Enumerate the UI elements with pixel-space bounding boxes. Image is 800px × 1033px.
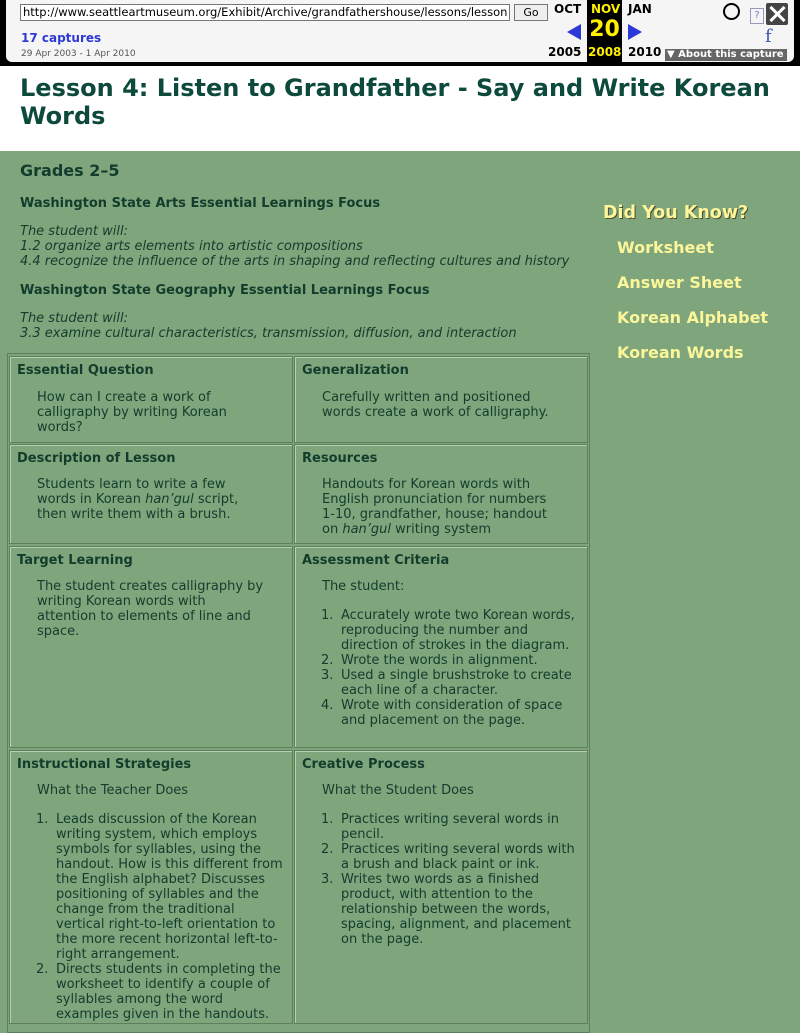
- wayback-toolbar: [0, 0, 800, 66]
- list-line: vertical right-to-left orientation to: [56, 917, 276, 932]
- text-run: words in Korean: [37, 492, 146, 507]
- list-line: writing system, which employs: [56, 827, 258, 842]
- cell-text-line: English pronunciation for numbers: [322, 492, 547, 507]
- geo-focus-line: 3.3 examine cultural characteristics, transmission, diffusion, and interaction: [20, 326, 517, 341]
- page-title: Lesson 4: Listen to Grandfather - Say and Write Korean Words: [20, 74, 770, 130]
- cell-text-line: words?: [37, 420, 83, 435]
- list-line: the English alphabet? Discusses: [56, 872, 266, 887]
- list-line: relationship between the words,: [341, 902, 551, 917]
- list-line: examples given in the handouts.: [56, 1007, 270, 1022]
- instructional-strategies-cell: [9, 750, 293, 1024]
- list-line: direction of strokes in the diagram.: [341, 638, 570, 653]
- cell-text-line: writing Korean words with: [37, 594, 206, 609]
- grades-heading: Grades 2–5: [20, 161, 120, 180]
- wayback-loading-icon: [723, 3, 740, 20]
- list-number: 1.: [321, 608, 334, 623]
- sidebar-link-korean-alphabet[interactable]: Korean Alphabet: [617, 308, 769, 327]
- wayback-go-button[interactable]: Go: [514, 4, 548, 21]
- geo-focus-heading: Washington State Geography Essential Learnings Focus: [20, 283, 430, 298]
- list-line: the more recent horizontal left-to-: [56, 932, 278, 947]
- list-line: Directs students in completing the: [56, 962, 281, 977]
- list-line: reproducing the number and: [341, 623, 528, 638]
- cell-title: Description of Lesson: [17, 451, 176, 466]
- cell-text-line: [322, 522, 491, 537]
- creative-process-cell: [294, 750, 588, 1024]
- cell-text-line: How can I create a work of: [37, 390, 211, 405]
- cell-text-line: Handouts for Korean words with: [322, 477, 531, 492]
- list-line: a brush and black paint or ink.: [341, 857, 540, 872]
- cell-text-line: 1-10, grandfather, house; handout: [322, 507, 548, 522]
- list-number: 3.: [321, 668, 334, 683]
- list-line: Leads discussion of the Korean: [56, 812, 257, 827]
- target-learning-cell: [9, 546, 293, 748]
- text-run: writing system: [391, 522, 492, 537]
- list-line: handout. How is this different from: [56, 857, 283, 872]
- list-line: Practices writing several words with: [341, 842, 575, 857]
- cell-title: Target Learning: [17, 553, 133, 568]
- wayback-year-next[interactable]: 2010: [628, 45, 662, 59]
- cell-text-line: Students learn to write a few: [37, 477, 226, 492]
- wayback-day-current: 20: [589, 17, 620, 42]
- list-number: 4.: [321, 698, 334, 713]
- cell-text-line: The student:: [322, 579, 405, 594]
- arts-focus-line: 4.4 recognize the influence of the arts in shaping and reflecting cultures and history: [20, 254, 570, 269]
- cell-title: Instructional Strategies: [17, 757, 192, 772]
- generalization-cell: [294, 356, 588, 443]
- list-line: symbols for syllables, using the: [56, 842, 261, 857]
- list-line: each line of a character.: [341, 683, 499, 698]
- cell-text-line: space.: [37, 624, 80, 639]
- hangul-term: han’gul: [145, 492, 194, 507]
- wayback-about-capture-button[interactable]: ▼ About this capture: [665, 49, 787, 61]
- arts-focus-heading: Washington State Arts Essential Learnings Focus: [20, 196, 381, 211]
- text-run: on: [322, 522, 343, 537]
- wayback-next-arrow-icon[interactable]: [628, 24, 642, 40]
- cell-text-line: then write them with a brush.: [37, 507, 231, 522]
- cell-title: Assessment Criteria: [302, 553, 450, 568]
- list-item: [321, 812, 583, 844]
- arts-focus-line: 1.2 organize arts elements into artistic compositions: [20, 239, 363, 254]
- wayback-captures-link[interactable]: 17 captures: [21, 31, 102, 45]
- list-line: product, with attention to the: [341, 887, 533, 902]
- list-line: on the page.: [341, 932, 424, 947]
- facebook-share-icon[interactable]: f: [765, 26, 772, 47]
- cell-text-line: attention to elements of line and: [37, 609, 251, 624]
- wayback-month-next[interactable]: JAN: [628, 2, 652, 16]
- list-item: [321, 653, 583, 669]
- list-line: syllables among the word: [56, 992, 224, 1007]
- list-line: spacing, alignment, and placement: [341, 917, 572, 932]
- list-item: [321, 698, 583, 730]
- did-you-know-heading: Did You Know?: [603, 203, 749, 223]
- cell-title: Generalization: [302, 363, 409, 378]
- resources-cell: [294, 444, 588, 544]
- description-cell: [9, 444, 293, 544]
- cell-text-line: The student creates calligraphy by: [37, 579, 264, 594]
- list-number: 1.: [36, 812, 49, 827]
- text-run: script,: [193, 492, 239, 507]
- cell-title: Creative Process: [302, 757, 425, 772]
- list-item: [36, 812, 291, 964]
- wayback-date-range: 29 Apr 2003 - 1 Apr 2010: [21, 49, 136, 59]
- list-number: 3.: [321, 872, 334, 887]
- list-line: worksheet to identify a couple of: [56, 977, 270, 992]
- wayback-help-icon[interactable]: ?: [750, 8, 764, 24]
- list-line: change from the traditional: [56, 902, 235, 917]
- list-item: [321, 668, 583, 700]
- wayback-close-icon[interactable]: [766, 3, 788, 25]
- list-item: [36, 962, 291, 1024]
- wayback-url-input[interactable]: [20, 4, 510, 21]
- cell-text-line: words create a work of calligraphy.: [322, 405, 549, 420]
- arts-focus-line: The student will:: [20, 224, 128, 239]
- list-line: and placement on the page.: [341, 713, 526, 728]
- sidebar-link-korean-words[interactable]: Korean Words: [617, 343, 744, 362]
- cell-text-line: What the Student Does: [322, 783, 474, 798]
- list-number: 2.: [321, 653, 334, 668]
- list-line: pencil.: [341, 827, 384, 842]
- list-number: 2.: [36, 962, 49, 977]
- page-header: [0, 66, 800, 151]
- sidebar-link-worksheet[interactable]: Worksheet: [617, 238, 714, 257]
- wayback-month-current: NOV: [591, 2, 621, 16]
- list-line: Accurately wrote two Korean words,: [341, 608, 575, 623]
- list-line: right arrangement.: [56, 947, 180, 962]
- list-line: Used a single brushstroke to create: [341, 668, 572, 683]
- hangul-term: han’gul: [342, 522, 392, 537]
- cell-text-line: [37, 492, 238, 507]
- cell-text-line: What the Teacher Does: [37, 783, 189, 798]
- cell-title: Essential Question: [17, 363, 154, 378]
- assessment-criteria-cell: [294, 546, 588, 748]
- list-item: [321, 608, 583, 658]
- cell-text-line: Carefully written and positioned: [322, 390, 531, 405]
- wayback-year-prev[interactable]: 2005: [548, 45, 582, 59]
- list-number: 2.: [321, 842, 334, 857]
- list-number: 1.: [321, 812, 334, 827]
- list-line: Wrote the words in alignment.: [341, 653, 538, 668]
- list-item: [321, 842, 583, 874]
- cell-title: Resources: [302, 451, 378, 466]
- list-line: Practices writing several words in: [341, 812, 559, 827]
- list-line: Writes two words as a finished: [341, 872, 540, 887]
- wayback-month-prev[interactable]: OCT: [554, 2, 582, 16]
- cell-text-line: calligraphy by writing Korean: [37, 405, 227, 420]
- list-item: [321, 872, 583, 949]
- geo-focus-line: The student will:: [20, 311, 128, 326]
- list-line: positioning of syllables and the: [56, 887, 259, 902]
- list-line: Wrote with consideration of space: [341, 698, 563, 713]
- sidebar-link-answer-sheet[interactable]: Answer Sheet: [617, 273, 742, 292]
- wayback-year-current: 2008: [588, 45, 622, 59]
- essential-question-cell: [9, 356, 293, 443]
- wayback-prev-arrow-icon[interactable]: [567, 24, 581, 40]
